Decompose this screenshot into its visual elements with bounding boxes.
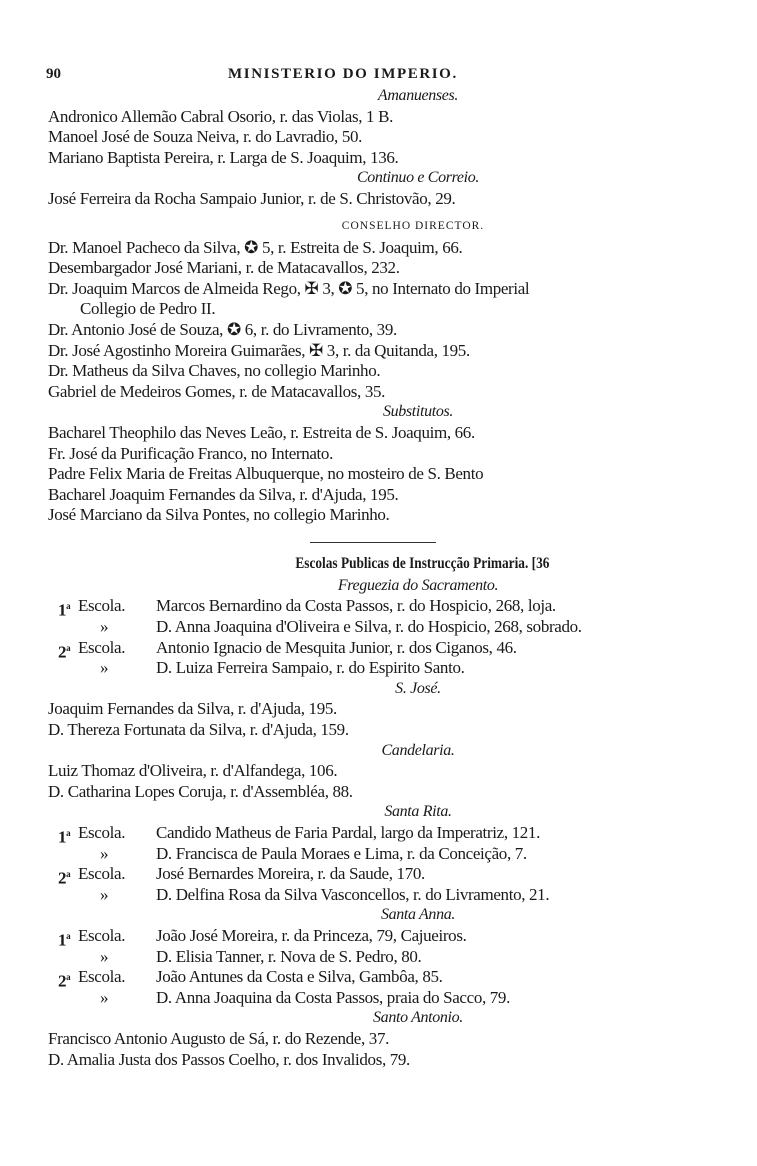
- teacher-entry: Antonio Ignacio de Mesquita Junior, r. dos Ciganos, 46.: [156, 637, 517, 657]
- school-label: Escola.: [78, 925, 126, 945]
- page-number: 90: [46, 66, 61, 82]
- entry-line: José Ferreira da Rocha Sampaio Junior, r. de S. Christovão, 29.: [48, 188, 456, 208]
- school-entry: [48, 925, 728, 950]
- school-entry: [48, 864, 728, 888]
- ordinal-number: 1: [58, 601, 67, 621]
- school-entry: [48, 988, 728, 1009]
- entry-line: Bacharel Joaquim Fernandes da Silva, r. d'Ajuda, 195.: [48, 484, 399, 504]
- section-heading: Santo Antonio.: [373, 1009, 463, 1027]
- ditto-mark: »: [100, 617, 109, 637]
- section-heading: Santa Rita.: [384, 803, 452, 821]
- entry-line: Manoel José de Souza Neiva, r. do Lavradio, 50.: [48, 127, 363, 147]
- entry-line: Joaquim Fernandes da Silva, r. d'Ajuda, 195.: [48, 699, 337, 719]
- entry-line: Luiz Thomaz d'Oliveira, r. d'Alfandega, 106.: [48, 761, 338, 781]
- page-header: [48, 62, 728, 86]
- section-heading: Amanuenses.: [377, 87, 459, 104]
- teacher-entry: João José Moreira, r. da Princeza, 79, Cajueiros.: [156, 925, 467, 945]
- teacher-entry: D. Delfina Rosa da Silva Vasconcellos, r. do Livramento, 21.: [156, 884, 550, 904]
- school-entry: [48, 947, 728, 968]
- entry-line: Mariano Baptista Pereira, r. Larga de S. Joaquim, 136.: [48, 147, 399, 167]
- entry-line: D. Catharina Lopes Coruja, r. d'Assembléa, 88.: [48, 781, 353, 801]
- school-entry: [48, 885, 728, 906]
- ordinal-suffix: a: [66, 828, 71, 838]
- entry-line: Dr. Matheus da Silva Chaves, no collegio Marinho.: [48, 361, 381, 381]
- teacher-entry: D. Luiza Ferreira Sampaio, r. do Espirito Santo.: [156, 658, 465, 678]
- section-divider: [48, 526, 728, 552]
- ordinal-suffix: a: [66, 642, 71, 653]
- ditto-mark: »: [100, 987, 109, 1007]
- section-heading: Substitutos.: [382, 403, 454, 421]
- page-body: [48, 86, 728, 1070]
- school-entry: [48, 658, 728, 679]
- teacher-entry: Marcos Bernardino da Costa Passos, r. do Hospicio, 268, loja.: [156, 596, 556, 616]
- teacher-entry: Candido Matheus de Faria Pardal, largo da Imperatriz, 121.: [156, 823, 540, 842]
- running-title: MINISTERIO DO IMPERIO.: [228, 66, 458, 82]
- section-heading: Candelaria.: [381, 741, 455, 759]
- entry-line: D. Amalia Justa dos Passos Coelho, r. dos Invalidos, 79.: [48, 1049, 410, 1069]
- ditto-mark: »: [100, 843, 109, 863]
- entry-line: Andronico Allemão Cabral Osorio, r. das Violas, 1 B.: [48, 106, 393, 126]
- teacher-entry: D. Elisia Tanner, r. Nova de S. Pedro, 80.: [156, 946, 422, 966]
- section-heading: Freguezia do Sacramento.: [337, 576, 499, 594]
- teacher-entry: D. Francisca de Paula Moraes e Lima, r. da Conceição, 7.: [156, 843, 527, 863]
- school-label: Escola.: [78, 823, 126, 842]
- ditto-mark: »: [100, 658, 109, 678]
- teacher-entry: D. Anna Joaquina d'Oliveira e Silva, r. do Hospicio, 268, sobrado.: [156, 617, 582, 637]
- entry-line: Dr. Joaquim Marcos de Almeida Rego, ✠ 3, ✪ 5, no Internato do Imperial: [48, 278, 530, 298]
- school-label: Escola.: [78, 637, 126, 657]
- entry-line: Desembargador José Mariani, r. de Matacavallos, 232.: [48, 258, 400, 278]
- entry-line: Padre Felix Maria de Freitas Albuquerque, no mosteiro de S. Bento: [48, 464, 484, 484]
- ordinal-number: 1: [58, 827, 67, 847]
- ditto-mark: »: [100, 946, 109, 966]
- ordinal-suffix: a: [66, 869, 71, 880]
- school-entry: [48, 617, 728, 638]
- chapter-title: Escolas Publicas de Instrucção Primaria. [36: [295, 554, 550, 572]
- ordinal-suffix: a: [66, 601, 71, 612]
- entry-continuation: Collegio de Pedro II.: [80, 299, 216, 319]
- ordinal-number: 1: [58, 930, 67, 950]
- entry-line: D. Thereza Fortunata da Silva, r. d'Ajuda, 159.: [48, 720, 349, 740]
- section-title: CONSELHO DIRECTOR.: [341, 219, 485, 232]
- school-label: Escola.: [78, 864, 126, 884]
- school-entry: [48, 637, 728, 662]
- section-heading: S. José.: [395, 679, 441, 697]
- entry-line: José Marciano da Silva Pontes, no collegio Marinho.: [48, 505, 390, 525]
- ordinal-number: 2: [58, 642, 67, 662]
- entry-line: Dr. José Agostinho Moreira Guimarães, ✠ 3, r. da Quitanda, 195.: [48, 340, 470, 360]
- entry-line: Bacharel Theophilo das Neves Leão, r. Estreita de S. Joaquim, 66.: [48, 422, 475, 442]
- school-label: Escola.: [78, 596, 126, 616]
- ordinal-suffix: a: [66, 972, 71, 983]
- teacher-entry: D. Anna Joaquina da Costa Passos, praia do Sacco, 79.: [156, 987, 510, 1007]
- school-entry: [48, 967, 728, 991]
- section-heading: Continuo e Correio.: [356, 169, 480, 187]
- entry-line: Dr. Antonio José de Souza, ✪ 6, r. do Livramento, 39.: [48, 319, 397, 339]
- school-label: Escola.: [78, 967, 126, 987]
- ordinal-number: 2: [58, 971, 67, 991]
- ditto-mark: »: [100, 884, 109, 904]
- ordinal-number: 2: [58, 868, 67, 888]
- school-entry: [48, 596, 728, 621]
- entry-line: Gabriel de Medeiros Gomes, r. de Matacavallos, 35.: [48, 381, 386, 401]
- entry-line: Francisco Antonio Augusto de Sá, r. do Rezende, 37.: [48, 1028, 389, 1048]
- school-entry: [48, 844, 728, 865]
- entry-line: Fr. José da Purificação Franco, no Internato.: [48, 443, 333, 463]
- teacher-entry: José Bernardes Moreira, r. da Saude, 170.: [156, 864, 425, 884]
- entry-line: Dr. Manoel Pacheco da Silva, ✪ 5, r. Estreita de S. Joaquim, 66.: [48, 237, 463, 257]
- ordinal-suffix: a: [66, 930, 71, 941]
- school-entry: [48, 823, 728, 847]
- section-heading: Santa Anna.: [380, 906, 456, 924]
- teacher-entry: João Antunes da Costa e Silva, Gambôa, 85.: [156, 967, 443, 987]
- document-page: [48, 62, 728, 1070]
